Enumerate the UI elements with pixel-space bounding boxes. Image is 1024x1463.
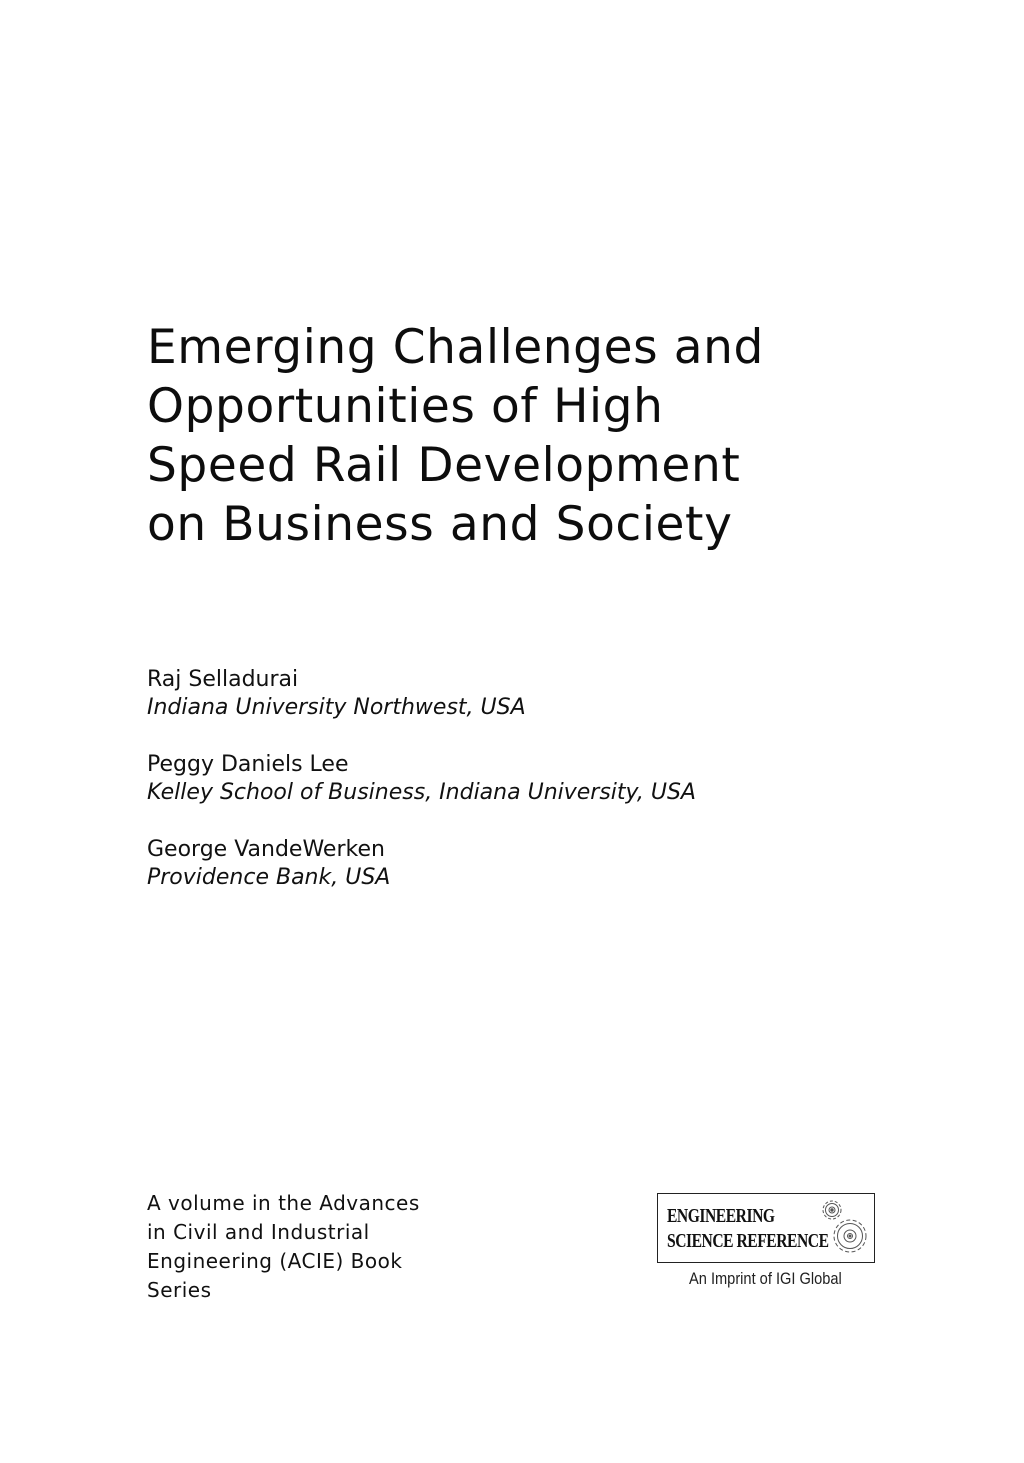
series-line: in Civil and Industrial (147, 1220, 370, 1244)
gears-icon (806, 1196, 872, 1260)
title-line: Opportunities of High (147, 379, 664, 434)
publisher-imprint (657, 1193, 879, 1289)
series-line: Series (147, 1278, 212, 1302)
series-line: Engineering (ACIE) Book (147, 1249, 403, 1273)
author-affiliation: Indiana University Northwest, USA (147, 695, 526, 720)
imprint-caption: An Imprint of IGI Global (689, 1269, 842, 1288)
title-line: Emerging Challenges and (147, 320, 764, 375)
author-name: Peggy Daniels Lee (147, 752, 349, 777)
title-line: on Business and Society (147, 497, 733, 552)
author-entry (147, 751, 847, 807)
publisher-logo (657, 1193, 875, 1263)
author-affiliation: Kelley School of Business, Indiana University, USA (147, 780, 696, 805)
author-name: George VandeWerken (147, 837, 385, 862)
series-note (147, 1189, 477, 1305)
author-list (147, 666, 847, 921)
author-entry (147, 666, 847, 722)
series-line: A volume in the Advances (147, 1191, 420, 1215)
author-affiliation: Providence Bank, USA (147, 865, 391, 890)
title-line: Speed Rail Development (147, 438, 741, 493)
author-entry (147, 836, 847, 892)
author-name: Raj Selladurai (147, 667, 299, 692)
logo-line: ENGINEERING (667, 1205, 775, 1227)
logo-line: SCIENCE REFERENCE (667, 1230, 829, 1252)
book-title (147, 318, 907, 554)
logo-text (667, 1204, 829, 1254)
